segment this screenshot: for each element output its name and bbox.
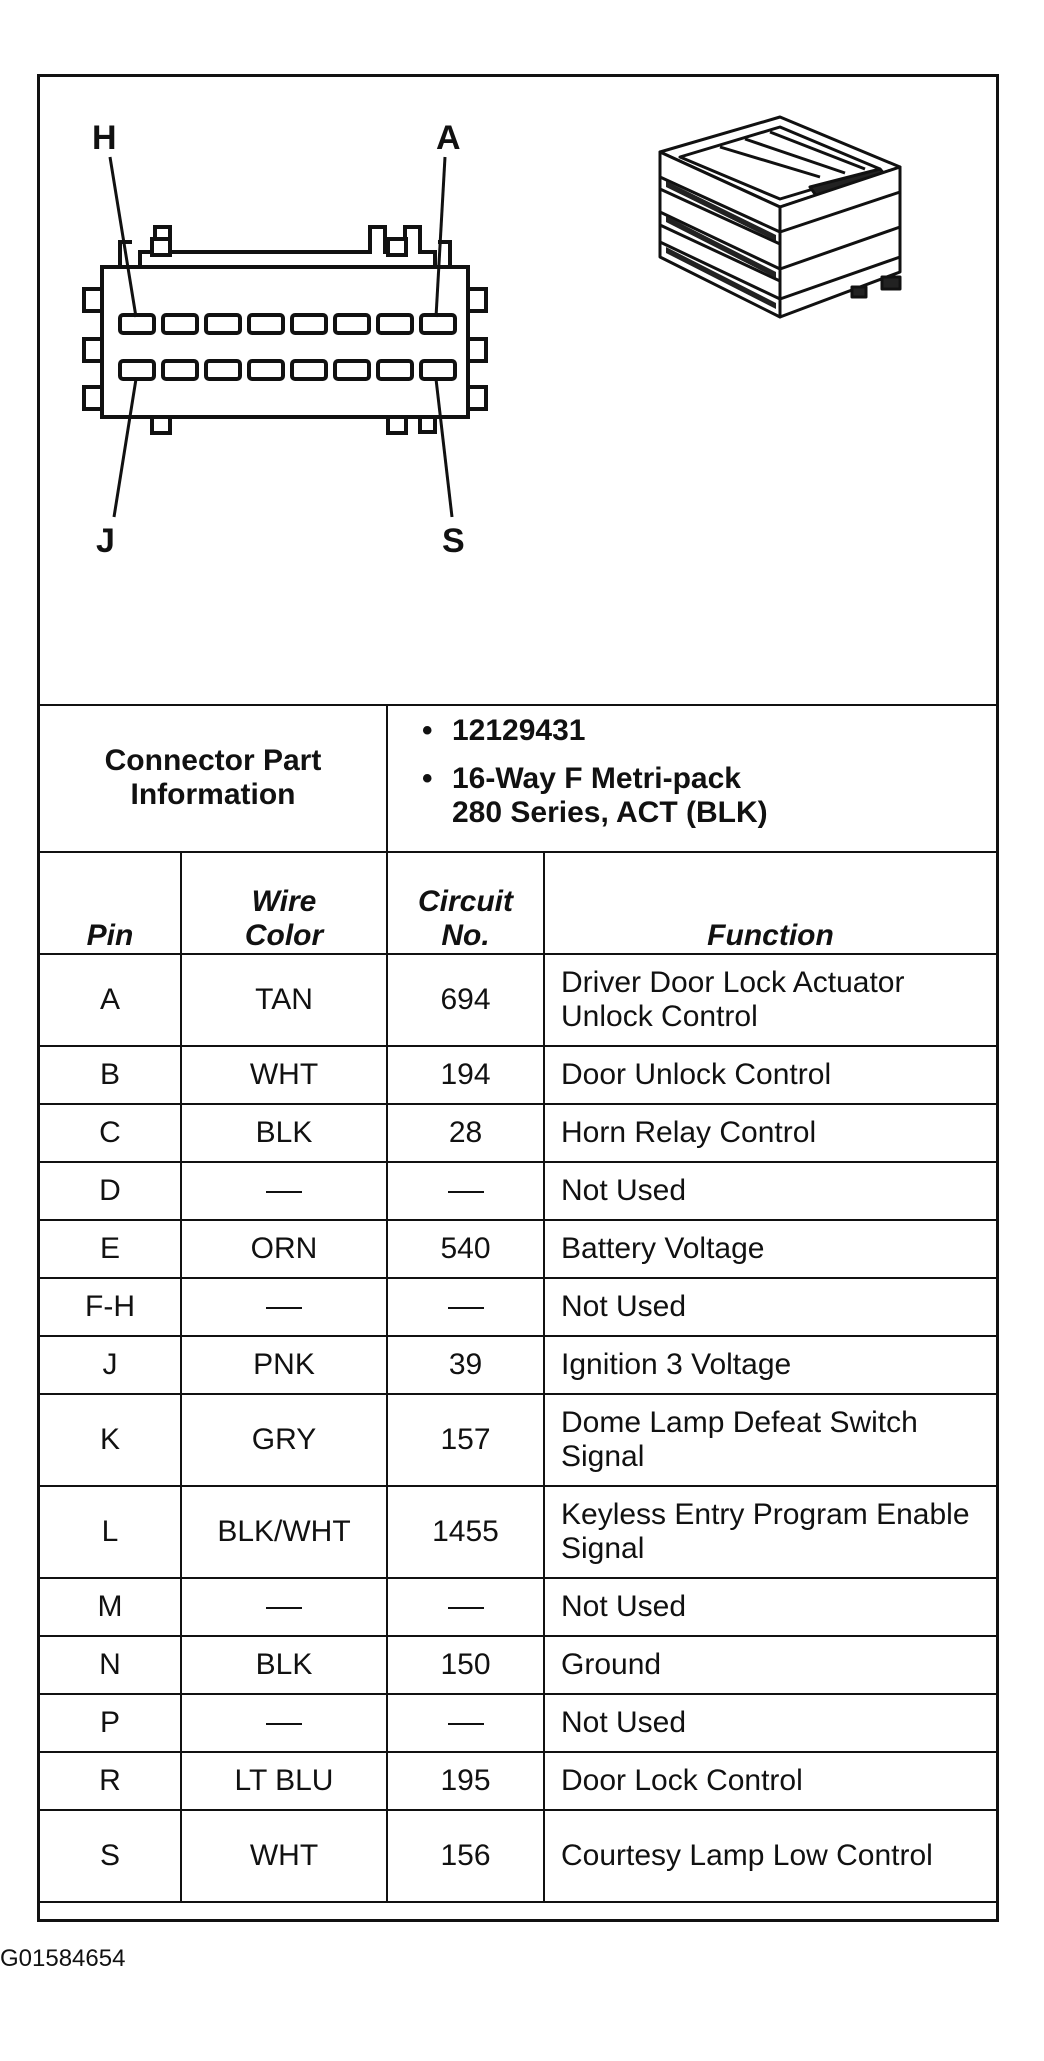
connector-part-label: Connector Part Information [40,704,387,852]
cell-function: Dome Lamp Defeat Switch Signal [544,1394,996,1486]
cell-pin: L [40,1486,181,1578]
figure-code: G01584654 [0,1945,126,1972]
cell-function: Courtesy Lamp Low Control [544,1810,996,1902]
table-row [40,1810,996,1902]
connector-part-info [387,704,996,852]
table-row [40,1336,996,1394]
cell-circuit-no [387,1694,544,1752]
pin-rows [40,954,996,1902]
label-pin-h: H [92,119,117,157]
cell-circuit-no [387,1278,544,1336]
cell-pin: J [40,1336,181,1394]
table-row [40,1278,996,1336]
right-tab-top [468,289,486,311]
cell-pin: D [40,1162,181,1220]
connector-info-row [40,704,996,852]
cell-wire-color: BLK [181,1636,387,1694]
cell-circuit-no: 156 [387,1810,544,1902]
left-tab-top [84,289,102,311]
cell-pin: M [40,1578,181,1636]
cell-wire-color: PNK [181,1336,387,1394]
cell-wire-color [181,1694,387,1752]
cell-pin: E [40,1220,181,1278]
header-function: Function [544,852,996,954]
top-nub-right [388,239,406,255]
label-pin-s: S [442,522,465,560]
connector-sheet-frame [37,74,999,1922]
cell-pin: S [40,1810,181,1902]
table-row [40,1752,996,1810]
empty-dash [448,1723,484,1725]
empty-dash [448,1607,484,1609]
cell-wire-color [181,1278,387,1336]
cell-pin: B [40,1046,181,1104]
cell-wire-color: ORN [181,1220,387,1278]
table-row [40,1394,996,1486]
left-tab-mid [84,339,102,361]
header-pin: Pin [40,852,181,954]
empty-dash [448,1191,484,1193]
cell-circuit-no [387,1162,544,1220]
cell-wire-color [181,1578,387,1636]
header-wire-color: Wire Color [181,852,387,954]
top-nub-left [152,239,170,255]
cell-wire-color [181,1162,387,1220]
pinout-table [40,704,996,1903]
label-pin-a: A [436,119,461,157]
table-row [40,1162,996,1220]
part-description-line1: • 16-Way F Metri-pack [422,762,996,796]
table-header-row [40,852,996,954]
table-row [40,1636,996,1694]
cell-circuit-no: 28 [387,1104,544,1162]
cell-circuit-no: 195 [387,1752,544,1810]
connector-face-diagram [40,77,996,704]
part-description-line2: 280 Series, ACT (BLK) [452,796,768,829]
table-row [40,1486,996,1578]
cell-pin: F-H [40,1278,181,1336]
bottom-nub-right [388,417,406,433]
cell-wire-color: WHT [181,1046,387,1104]
cell-function: Battery Voltage [544,1220,996,1278]
cell-pin: K [40,1394,181,1486]
table-row [40,1578,996,1636]
table-row [40,954,996,1046]
cell-circuit-no: 150 [387,1636,544,1694]
part-number: • 12129431 [422,714,996,748]
cell-function: Driver Door Lock Actuator Unlock Control [544,954,996,1046]
cell-circuit-no [387,1578,544,1636]
cell-function: Ignition 3 Voltage [544,1336,996,1394]
cell-pin: R [40,1752,181,1810]
empty-dash [266,1607,302,1609]
connector-diagram [40,77,996,706]
cell-circuit-no: 194 [387,1046,544,1104]
cell-pin: N [40,1636,181,1694]
bottom-nub-left [152,417,170,433]
cell-function: Not Used [544,1694,996,1752]
cell-function: Not Used [544,1278,996,1336]
left-tab-bot [84,387,102,409]
right-tab-mid [468,339,486,361]
cell-function: Horn Relay Control [544,1104,996,1162]
cell-circuit-no: 540 [387,1220,544,1278]
cell-pin: A [40,954,181,1046]
table-row [40,1104,996,1162]
cell-function: Door Unlock Control [544,1046,996,1104]
cell-wire-color: GRY [181,1394,387,1486]
connector-body [102,267,468,417]
connector-3d-illustration [660,117,900,317]
empty-dash [266,1307,302,1309]
cell-function: Keyless Entry Program Enable Signal [544,1486,996,1578]
cell-circuit-no: 694 [387,954,544,1046]
table-row [40,1694,996,1752]
cell-pin: C [40,1104,181,1162]
cell-circuit-no: 157 [387,1394,544,1486]
label-pin-j: J [96,522,115,560]
cell-wire-color: BLK [181,1104,387,1162]
empty-dash [266,1191,302,1193]
cell-wire-color: BLK/WHT [181,1486,387,1578]
cell-pin: P [40,1694,181,1752]
table-row [40,1220,996,1278]
table-row [40,1046,996,1104]
cell-function: Not Used [544,1578,996,1636]
empty-dash [448,1307,484,1309]
right-tab-bot [468,387,486,409]
cell-circuit-no: 1455 [387,1486,544,1578]
cell-wire-color: TAN [181,954,387,1046]
cell-function: Ground [544,1636,996,1694]
empty-dash [266,1723,302,1725]
header-circuit-no: Circuit No. [387,852,544,954]
cell-circuit-no: 39 [387,1336,544,1394]
cell-wire-color: LT BLU [181,1752,387,1810]
cell-function: Not Used [544,1162,996,1220]
cell-function: Door Lock Control [544,1752,996,1810]
cell-wire-color: WHT [181,1810,387,1902]
